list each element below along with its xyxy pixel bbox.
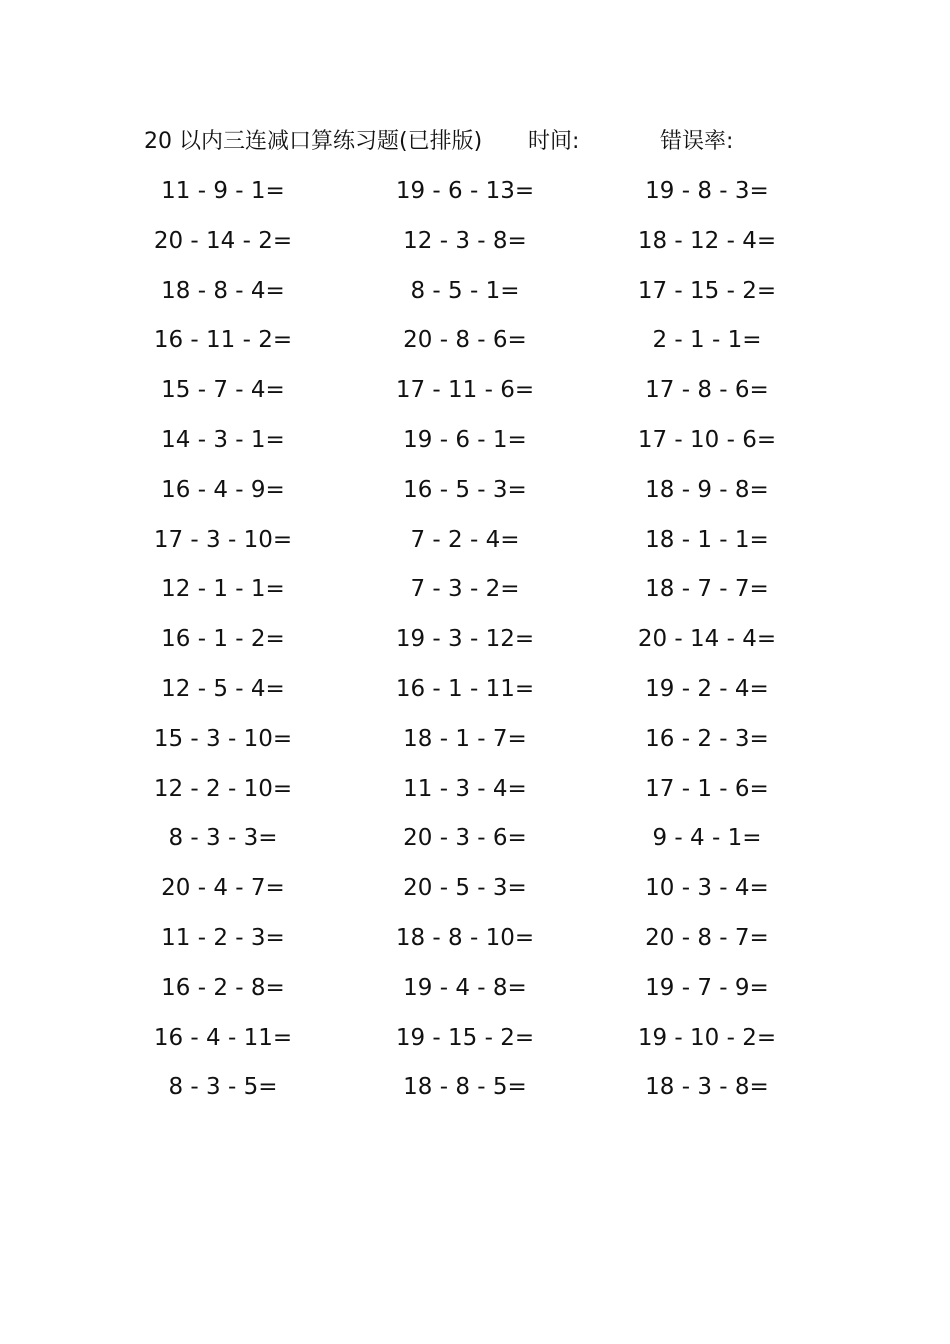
problem-item: 18 - 8 - 10= [395, 924, 535, 951]
problem-item: 16 - 1 - 11= [395, 675, 535, 702]
problem-item: 18 - 3 - 8= [645, 1074, 769, 1101]
problem-item: 11 - 2 - 3= [161, 924, 285, 951]
problem-row [0, 770, 950, 820]
problem-item: 18 - 8 - 4= [161, 277, 285, 304]
problem-item: 18 - 1 - 7= [403, 725, 527, 752]
problem-item: 10 - 3 - 4= [645, 875, 769, 902]
problem-item: 18 - 7 - 7= [645, 576, 769, 603]
problem-row [0, 670, 950, 720]
problem-row [0, 521, 950, 571]
problem-item: 17 - 1 - 6= [645, 775, 769, 802]
problem-item: 19 - 2 - 4= [645, 675, 769, 702]
problem-item: 12 - 5 - 4= [161, 675, 285, 702]
problem-row [0, 1068, 950, 1118]
problem-item: 18 - 12 - 4= [637, 227, 777, 254]
problem-item: 8 - 3 - 5= [168, 1074, 278, 1101]
problem-item: 20 - 14 - 2= [153, 227, 293, 254]
problem-item: 7 - 3 - 2= [410, 576, 520, 603]
problem-item: 20 - 3 - 6= [403, 825, 527, 852]
problem-item: 18 - 1 - 1= [645, 526, 769, 553]
error-rate-label: 错误率: [660, 129, 734, 154]
problem-item: 15 - 3 - 10= [153, 725, 293, 752]
problem-item: 17 - 15 - 2= [637, 277, 777, 304]
problem-item: 19 - 4 - 8= [403, 974, 527, 1001]
problem-item: 18 - 8 - 5= [403, 1074, 527, 1101]
problem-item: 8 - 3 - 3= [168, 825, 278, 852]
problem-item: 16 - 4 - 9= [161, 476, 285, 503]
problem-item: 7 - 2 - 4= [410, 526, 520, 553]
problem-item: 16 - 4 - 11= [153, 1024, 293, 1051]
problem-item: 17 - 8 - 6= [645, 377, 769, 404]
problem-item: 14 - 3 - 1= [161, 426, 285, 453]
problem-row [0, 919, 950, 969]
problem-grid [0, 172, 950, 1118]
problem-item: 19 - 6 - 13= [395, 178, 535, 204]
problem-item: 20 - 5 - 3= [403, 875, 527, 902]
problem-row [0, 819, 950, 869]
problem-item: 16 - 11 - 2= [153, 327, 293, 354]
problem-row [0, 272, 950, 322]
problem-item: 19 - 15 - 2= [395, 1024, 535, 1051]
problem-item: 19 - 7 - 9= [645, 974, 769, 1001]
problem-item: 17 - 11 - 6= [395, 377, 535, 404]
worksheet-title: 20 以内三连减口算练习题(已排版) [144, 129, 483, 154]
problem-item: 16 - 2 - 3= [645, 725, 769, 752]
problem-item: 20 - 8 - 7= [645, 924, 769, 951]
problem-item: 16 - 2 - 8= [161, 974, 285, 1001]
problem-row [0, 720, 950, 770]
problem-row [0, 172, 950, 222]
problem-row [0, 222, 950, 272]
problem-item: 11 - 3 - 4= [403, 775, 527, 802]
worksheet-header [0, 124, 950, 160]
problem-item: 19 - 10 - 2= [637, 1024, 777, 1051]
problem-item: 8 - 5 - 1= [410, 277, 520, 304]
problem-row [0, 321, 950, 371]
problem-item: 16 - 5 - 3= [403, 476, 527, 503]
problem-item: 17 - 3 - 10= [153, 526, 293, 553]
problem-row [0, 471, 950, 521]
problem-row [0, 620, 950, 670]
problem-item: 17 - 10 - 6= [637, 426, 777, 453]
problem-item: 16 - 1 - 2= [161, 626, 285, 653]
problem-item: 20 - 4 - 7= [161, 875, 285, 902]
problem-item: 15 - 7 - 4= [161, 377, 285, 404]
time-label: 时间: [528, 129, 580, 154]
problem-item: 19 - 8 - 3= [645, 178, 769, 204]
problem-row [0, 371, 950, 421]
problem-item: 19 - 6 - 1= [403, 426, 527, 453]
problem-item: 2 - 1 - 1= [652, 327, 762, 354]
problem-item: 12 - 2 - 10= [153, 775, 293, 802]
problem-item: 19 - 3 - 12= [395, 626, 535, 653]
problem-item: 12 - 3 - 8= [403, 227, 527, 254]
problem-item: 18 - 9 - 8= [645, 476, 769, 503]
problem-row [0, 869, 950, 919]
problem-item: 9 - 4 - 1= [652, 825, 762, 852]
problem-row [0, 570, 950, 620]
problem-row [0, 1019, 950, 1069]
problem-row [0, 421, 950, 471]
problem-item: 11 - 9 - 1= [161, 178, 285, 204]
problem-item: 20 - 8 - 6= [403, 327, 527, 354]
problem-item: 12 - 1 - 1= [161, 576, 285, 603]
problem-row [0, 969, 950, 1019]
problem-item: 20 - 14 - 4= [637, 626, 777, 653]
